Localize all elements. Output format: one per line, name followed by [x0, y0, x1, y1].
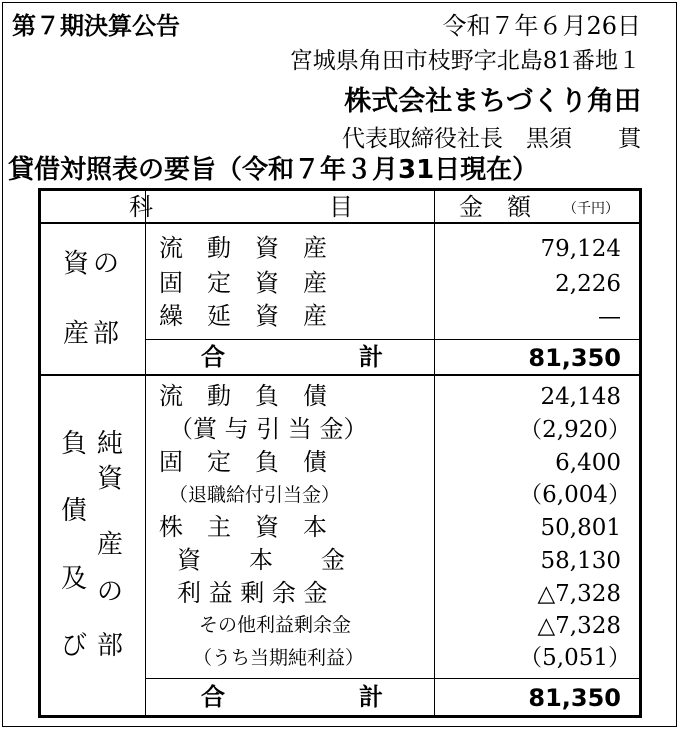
- liab-label-col2: 純: [97, 429, 124, 459]
- liab-row-value: 24,148: [540, 384, 621, 410]
- liab-row-label: （うち当期純利益）: [193, 647, 365, 669]
- liab-label-col2: 資: [97, 464, 124, 494]
- assets-section-label-2: 産部: [63, 319, 124, 349]
- col-amount: 金 額: [459, 193, 531, 221]
- assets-section-label-1: 資の: [63, 249, 124, 279]
- notice-date: 令和７年６月26日: [442, 12, 641, 40]
- liab-row-label: （退職給付引当金）: [169, 484, 341, 506]
- company-address: 宮城県角田市枝野字北島81番地１: [289, 48, 641, 74]
- liab-label-col1: 及: [61, 564, 88, 594]
- liab-row-label: 株 主 資 本: [159, 513, 327, 541]
- header-rule: [41, 222, 639, 224]
- section-rule: [41, 374, 639, 376]
- liab-row-label: （賞 与 引 当 金）: [169, 415, 368, 443]
- liab-label-col2: の: [97, 577, 124, 607]
- liab-total-label-left: 合: [201, 683, 225, 711]
- col-subject-left: 科: [129, 193, 153, 221]
- liab-row-label: 固 定 負 債: [159, 448, 327, 476]
- representative: 代表取締役社長 黒須 貫: [342, 126, 641, 152]
- liab-total-label-right: 計: [359, 683, 383, 711]
- liab-row-label: その他利益剰余金: [199, 614, 352, 636]
- liab-row-value: 58,130: [540, 548, 621, 574]
- liab-label-col1: 負: [61, 429, 88, 459]
- liab-label-col2: 部: [97, 631, 124, 661]
- asset-row-label: 繰 延 資 産: [159, 302, 327, 330]
- assets-total-rule: [145, 339, 639, 340]
- liab-label-col1: び: [61, 631, 88, 661]
- subject-divider: [145, 191, 146, 715]
- asset-row-label: 固 定 資 産: [159, 269, 327, 297]
- asset-row-value: —: [598, 304, 621, 330]
- asset-row-value: 79,124: [540, 236, 621, 262]
- liab-row-value: （6,004）: [519, 482, 631, 508]
- assets-total-label-left: 合: [201, 343, 225, 371]
- liab-row-value: △7,328: [537, 613, 621, 639]
- col-unit: （千円）: [563, 201, 619, 217]
- statement-title: 貸借対照表の要旨（令和７年３月31日現在）: [8, 155, 539, 185]
- liab-row-label: 流 動 負 債: [159, 382, 327, 410]
- liab-total-value: 81,350: [528, 684, 621, 712]
- liab-row-label: 利 益 剰 余 金: [177, 579, 328, 607]
- liab-row-value: △7,328: [537, 581, 621, 607]
- liab-row-value: 50,801: [540, 515, 621, 541]
- asset-row-label: 流 動 資 産: [159, 234, 327, 262]
- liab-row-value: 6,400: [555, 450, 621, 476]
- col-subject-right: 目: [329, 193, 353, 221]
- notice-title: 第７期決算公告: [12, 12, 180, 40]
- liab-label-col1: 債: [61, 496, 88, 526]
- liab-row-value: （5,051）: [519, 645, 631, 671]
- company-name: 株式会社まちづくり角田: [344, 86, 641, 117]
- liab-row-label: 資 本 金: [177, 546, 345, 574]
- balance-sheet-table: [38, 188, 642, 718]
- liabilities-total-rule: [145, 678, 639, 679]
- liab-label-col2: 産: [97, 530, 124, 560]
- liab-row-value: （2,920）: [519, 417, 631, 443]
- assets-total-value: 81,350: [528, 344, 621, 372]
- asset-row-value: 2,226: [555, 271, 621, 297]
- assets-total-label-right: 計: [359, 343, 383, 371]
- amount-divider: [434, 191, 435, 715]
